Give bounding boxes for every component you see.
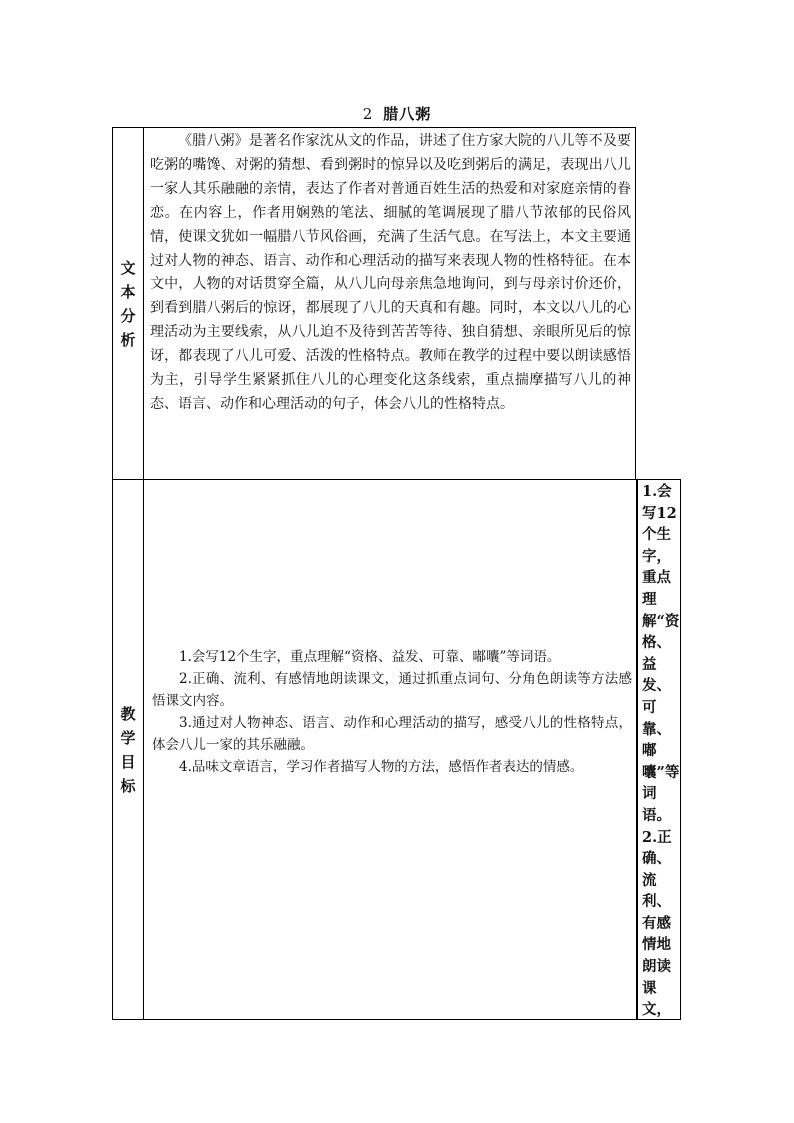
overflow-goals-cell — [637, 479, 681, 1020]
goal-item-1: 1.会写12个生字，重点理解“资格、益发、可靠、嘟囔”等词语。 — [179, 649, 561, 665]
goal-item-2: 2.正确、流利、有感情地朗读课文，通过抓重点词句、分角色朗读等方法感悟课文内容。 — [152, 671, 632, 709]
overflow-goals-text: 1.会写12个生字，重点理解“资格、益发、可靠、嘟囔”等词语。2.正确、流利、有感情地朗读课文， — [642, 483, 680, 1019]
teaching-goals-label: 教学目标 — [120, 704, 136, 795]
text-analysis-label-cell — [112, 127, 144, 480]
text-analysis-body: 《腊八粥》是著名作家沈从文的作品，讲述了住方家大院的八儿等不及要吃粥的嘴馋、对粥的猜想、看到粥时的惊异以及吃到粥后的满足，表现出八儿一家人其乐融融的亲情，表达了作者对普通百姓生活的热爱和对家庭亲情的眷恋。在内容上，作者用娴熟的笔法、细腻的笔调展现了腊八节浓郁的民俗风情，使课文犹如一幅腊八节风俗画，充满了生活气息。在写法上，本文主要通过对人物的神态、语言、动作和心理活动的描写来表现人物的性格特征。在本文中，人物的对话贯穿全篇，从八儿向母亲焦急地询问，到与母亲讨价还价，到看到腊八粥后的惊讶，都展现了八儿的天真和有趣。同时，本文以八儿的心理活动为主要线索，从八儿迫不及待到苦苦等待、独自猜想、亲眼所见后的惊讶，都表现了八儿可爱、活泼的性格特点。教师在教学的过程中要以朗读感悟为主，引导学生紧紧抓住八儿的心理变化这条线索，重点揣摩描写八儿的神态、语言、动作和心理活动的句子，体会八儿的性格特点。 — [143, 127, 636, 480]
goal-item-3: 3.通过对人物神态、语言、动作和心理活动的描写，感受八儿的性格特点，体会八儿一家的其乐融融。 — [152, 715, 632, 753]
teaching-goals-label-cell — [112, 479, 144, 1020]
page-title — [0, 103, 794, 124]
title-text: 腊八粥 — [383, 105, 432, 123]
goal-item-4: 4.品味文章语言，学习作者描写人物的方法，感悟作者表达的情感。 — [179, 759, 584, 775]
text-analysis-label: 文本分析 — [120, 258, 136, 349]
teaching-goals-body — [143, 479, 637, 1020]
title-number: 2 — [362, 105, 374, 123]
